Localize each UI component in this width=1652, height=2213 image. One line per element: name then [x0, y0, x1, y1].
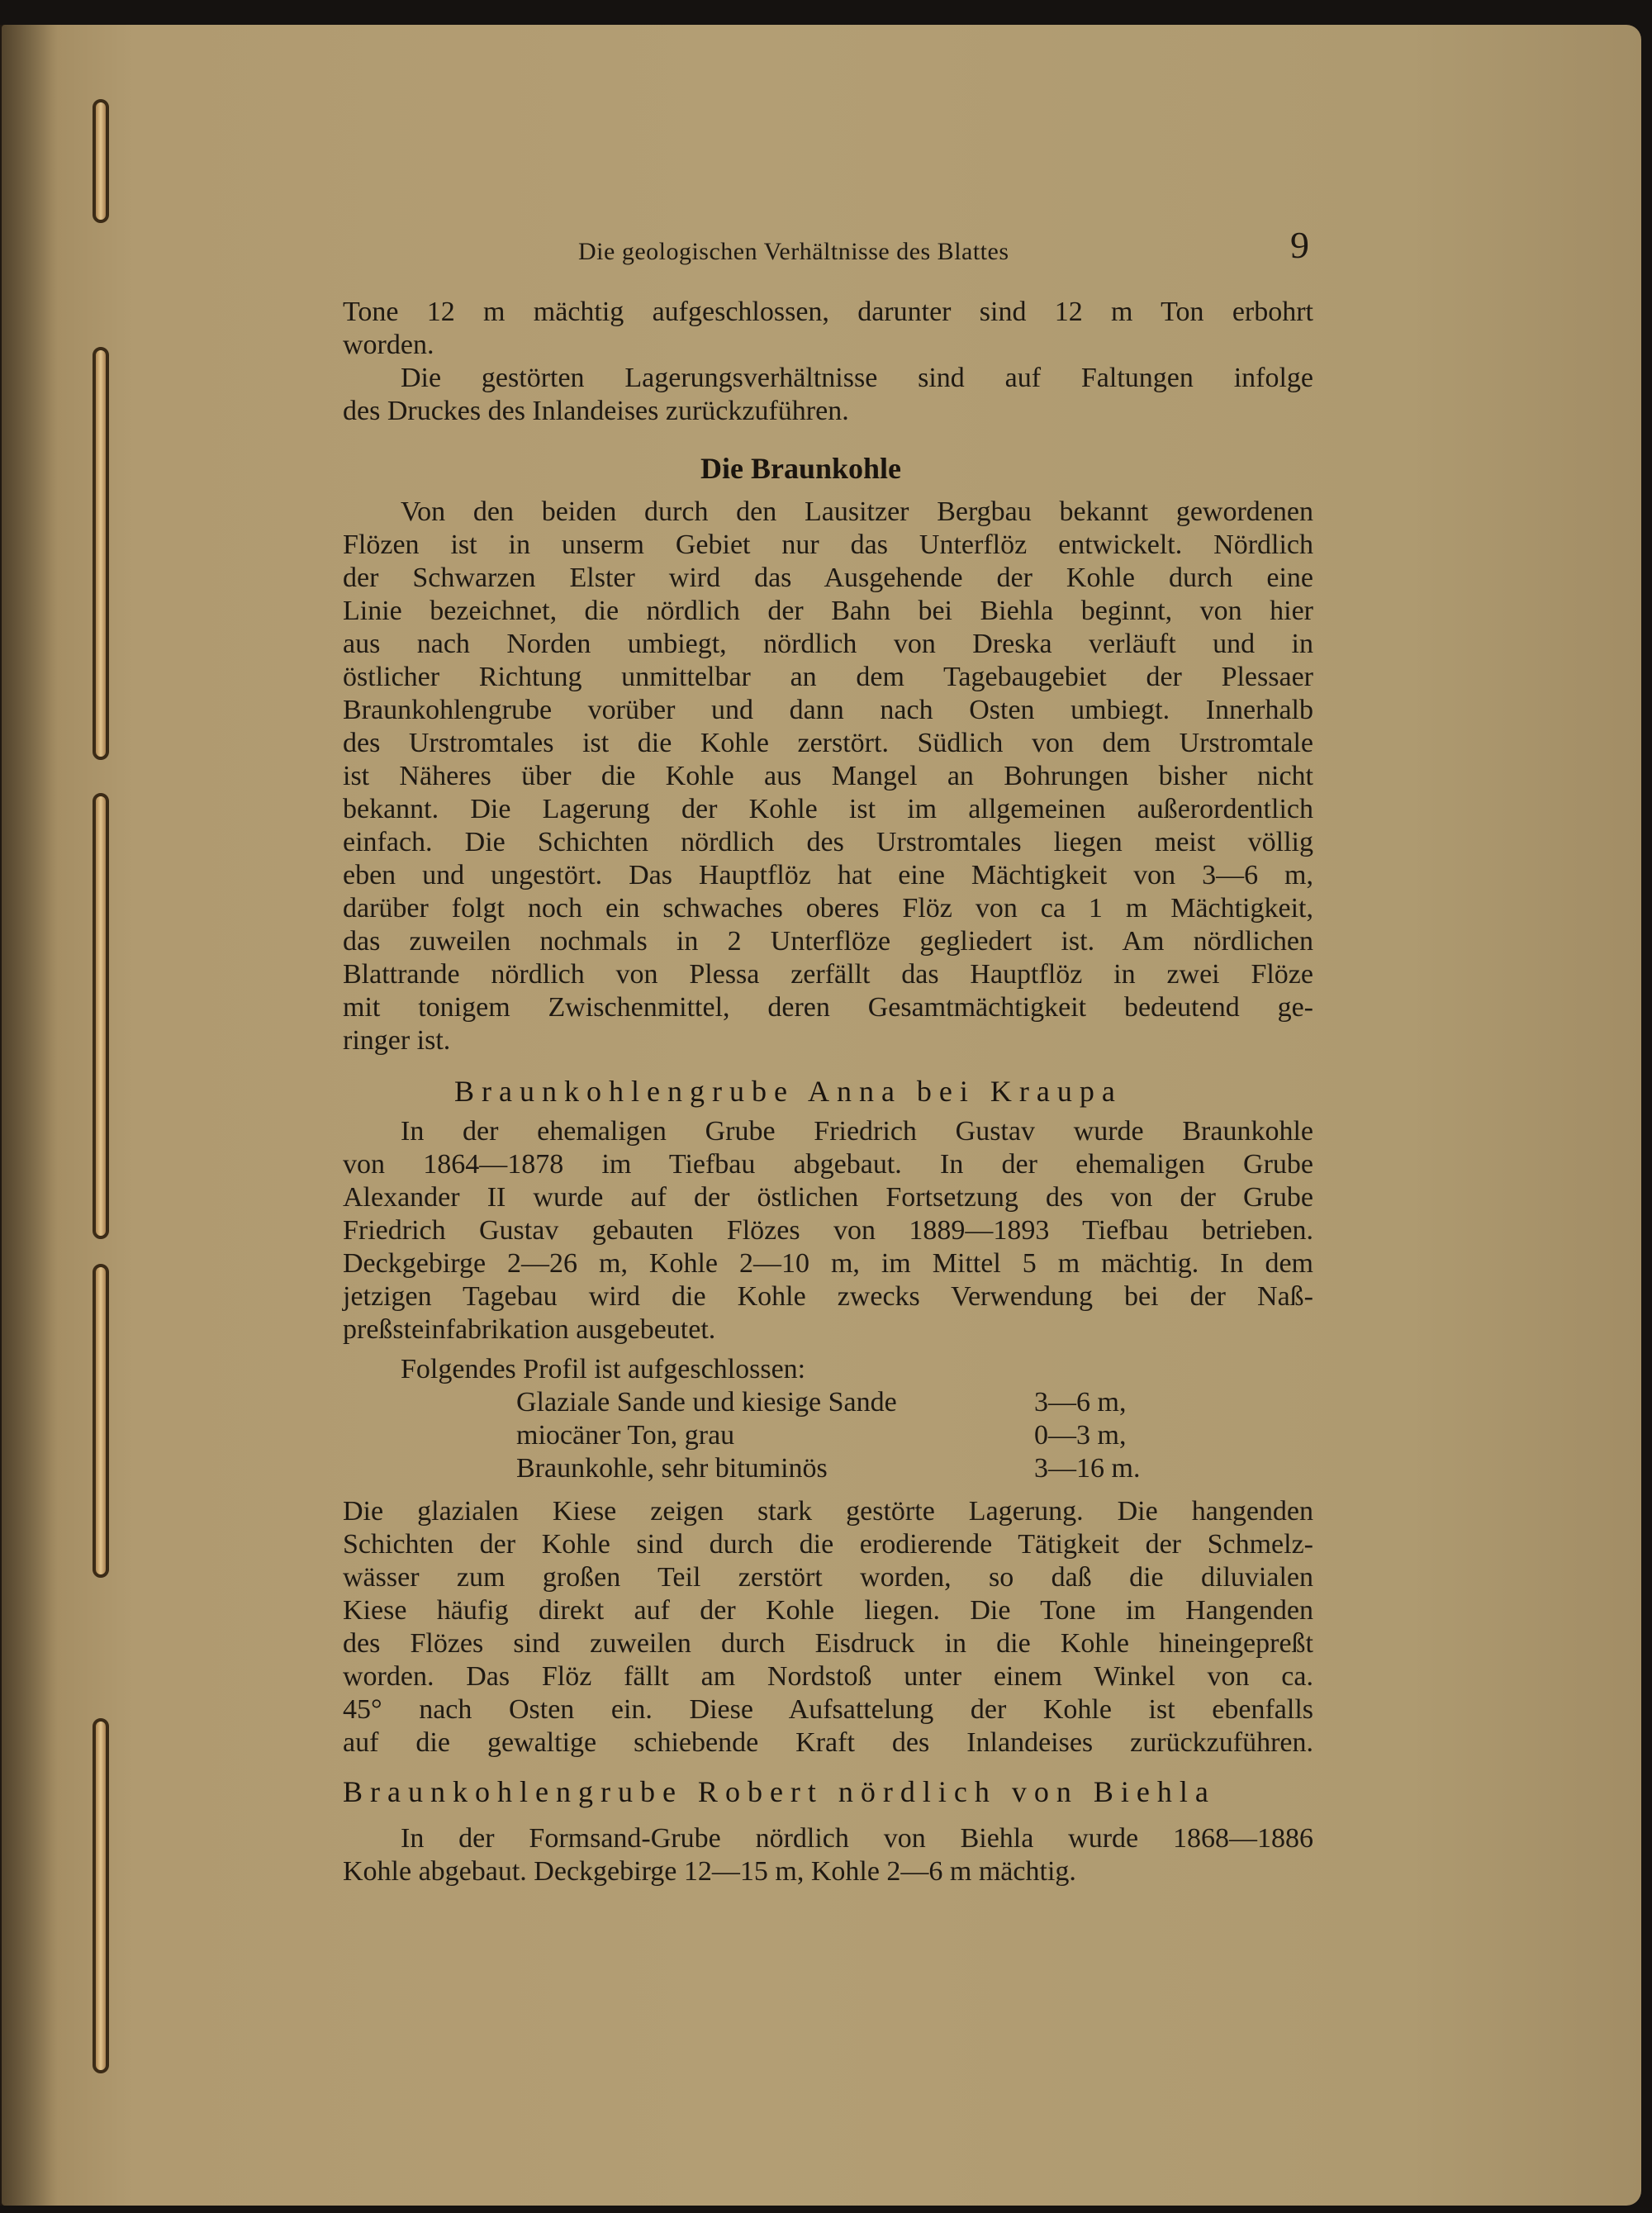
text-line: Die glazialen Kiese zeigen stark gestörte Lagerung. Die hangenden: [343, 1496, 1313, 1527]
section-heading: Braunkohlengrube Anna bei Kraupa: [454, 1075, 1123, 1108]
profile-layer: Glaziale Sande und kiesige Sande: [516, 1387, 897, 1418]
section-heading: Braunkohlengrube Robert nördlich von Biehla: [343, 1775, 1216, 1808]
text-line: einfach. Die Schichten nördlich des Urstromtales liegen meist völlig: [343, 827, 1313, 857]
page-number: 9: [1290, 224, 1309, 266]
text-line: jetzigen Tagebau wird die Kohle zwecks Verwendung bei der Naß-: [343, 1281, 1313, 1312]
text-line: mit tonigem Zwischenmittel, deren Gesamtmächtigkeit bedeutend ge-: [343, 992, 1313, 1023]
text-line: Die gestörten Lagerungsverhältnisse sind auf Faltungen infolge: [401, 363, 1313, 393]
binding-stitch: [93, 1264, 109, 1578]
text-line: von 1864—1878 im Tiefbau abgebaut. In der ehemaligen Grube: [343, 1149, 1313, 1180]
text-line: wässer zum großen Teil zerstört worden, so daß die diluvialen: [343, 1562, 1313, 1593]
running-title: Die geologischen Verhältnisse des Blattes: [578, 238, 1009, 265]
text-line: worden.: [343, 330, 434, 360]
profile-intro: Folgendes Profil ist aufgeschlossen:: [401, 1354, 806, 1384]
text-line: östlicher Richtung unmittelbar an dem Tagebaugebiet der Plessaer: [343, 662, 1313, 692]
text-line: auf die gewaltige schiebende Kraft des Inlandeises zurückzuführen.: [343, 1727, 1313, 1758]
text-line: Blattrande nördlich von Plessa zerfällt das Hauptflöz in zwei Flöze: [343, 959, 1313, 990]
profile-layer: miocäner Ton, grau: [516, 1420, 735, 1451]
text-line: des Urstromtales ist die Kohle zerstört. Südlich von dem Urstromtale: [343, 728, 1313, 758]
text-line: das zuweilen nochmals in 2 Unterflöze gegliedert ist. Am nördlichen: [343, 926, 1313, 957]
text-line: ist Näheres über die Kohle aus Mangel an Bohrungen bisher nicht: [343, 761, 1313, 791]
text-line: Tone 12 m mächtig aufgeschlossen, darunter sind 12 m Ton erbohrt: [343, 297, 1313, 327]
text-line: Schichten der Kohle sind durch die erodierende Tätigkeit der Schmelz-: [343, 1529, 1313, 1560]
binding-shadow: [0, 25, 58, 2206]
text-line: Linie bezeichnet, die nördlich der Bahn bei Biehla beginnt, von hier: [343, 596, 1313, 626]
binding-stitch: [93, 793, 109, 1239]
text-line: Kohle abgebaut. Deckgebirge 12—15 m, Kohle 2—6 m mächtig.: [343, 1856, 1076, 1887]
text-line: worden. Das Flöz fällt am Nordstoß unter einem Winkel von ca.: [343, 1661, 1313, 1692]
section-heading: Die Braunkohle: [700, 452, 902, 485]
binding-stitch: [93, 99, 109, 223]
text-line: Deckgebirge 2—26 m, Kohle 2—10 m, im Mittel 5 m mächtig. In dem: [343, 1248, 1313, 1279]
binding-stitch: [93, 1718, 109, 2073]
text-line: Braunkohlengrube vorüber und dann nach Osten umbiegt. Innerhalb: [343, 695, 1313, 725]
text-line: des Flözes sind zuweilen durch Eisdruck in die Kohle hineingepreßt: [343, 1628, 1313, 1659]
text-line: preßsteinfabrikation ausgebeutet.: [343, 1314, 716, 1345]
text-line: darüber folgt noch ein schwaches oberes Flöz von ca 1 m Mächtigkeit,: [343, 893, 1313, 924]
text-line: Friedrich Gustav gebauten Flözes von 1889—1893 Tiefbau betrieben.: [343, 1215, 1313, 1246]
text-line: bekannt. Die Lagerung der Kohle ist im allgemeinen außerordentlich: [343, 794, 1313, 824]
binding-stitch: [93, 347, 109, 760]
text-line: Alexander II wurde auf der östlichen Fortsetzung des von der Grube: [343, 1182, 1313, 1213]
profile-thickness: 0—3 m,: [1034, 1420, 1127, 1451]
text-line: Flözen ist in unserm Gebiet nur das Unterflöz entwickelt. Nördlich: [343, 530, 1313, 560]
profile-thickness: 3—16 m.: [1034, 1453, 1141, 1484]
text-line: aus nach Norden umbiegt, nördlich von Dreska verläuft und in: [343, 629, 1313, 659]
text-line: In der ehemaligen Grube Friedrich Gustav wurde Braunkohle: [401, 1116, 1313, 1147]
text-line: eben und ungestört. Das Hauptflöz hat eine Mächtigkeit von 3—6 m,: [343, 860, 1313, 890]
text-line: der Schwarzen Elster wird das Ausgehende der Kohle durch eine: [343, 563, 1313, 593]
profile-layer: Braunkohle, sehr bituminös: [516, 1453, 828, 1484]
text-line: In der Formsand-Grube nördlich von Biehla wurde 1868—1886: [401, 1823, 1313, 1854]
text-line: Kiese häufig direkt auf der Kohle liegen. Die Tone im Hangenden: [343, 1595, 1313, 1626]
text-line: ringer ist.: [343, 1025, 451, 1056]
text-line: 45° nach Osten ein. Diese Aufsattelung der Kohle ist ebenfalls: [343, 1694, 1313, 1725]
profile-thickness: 3—6 m,: [1034, 1387, 1127, 1418]
text-line: des Druckes des Inlandeises zurückzuführen.: [343, 396, 849, 426]
text-line: Von den beiden durch den Lausitzer Bergbau bekannt gewordenen: [401, 496, 1313, 527]
